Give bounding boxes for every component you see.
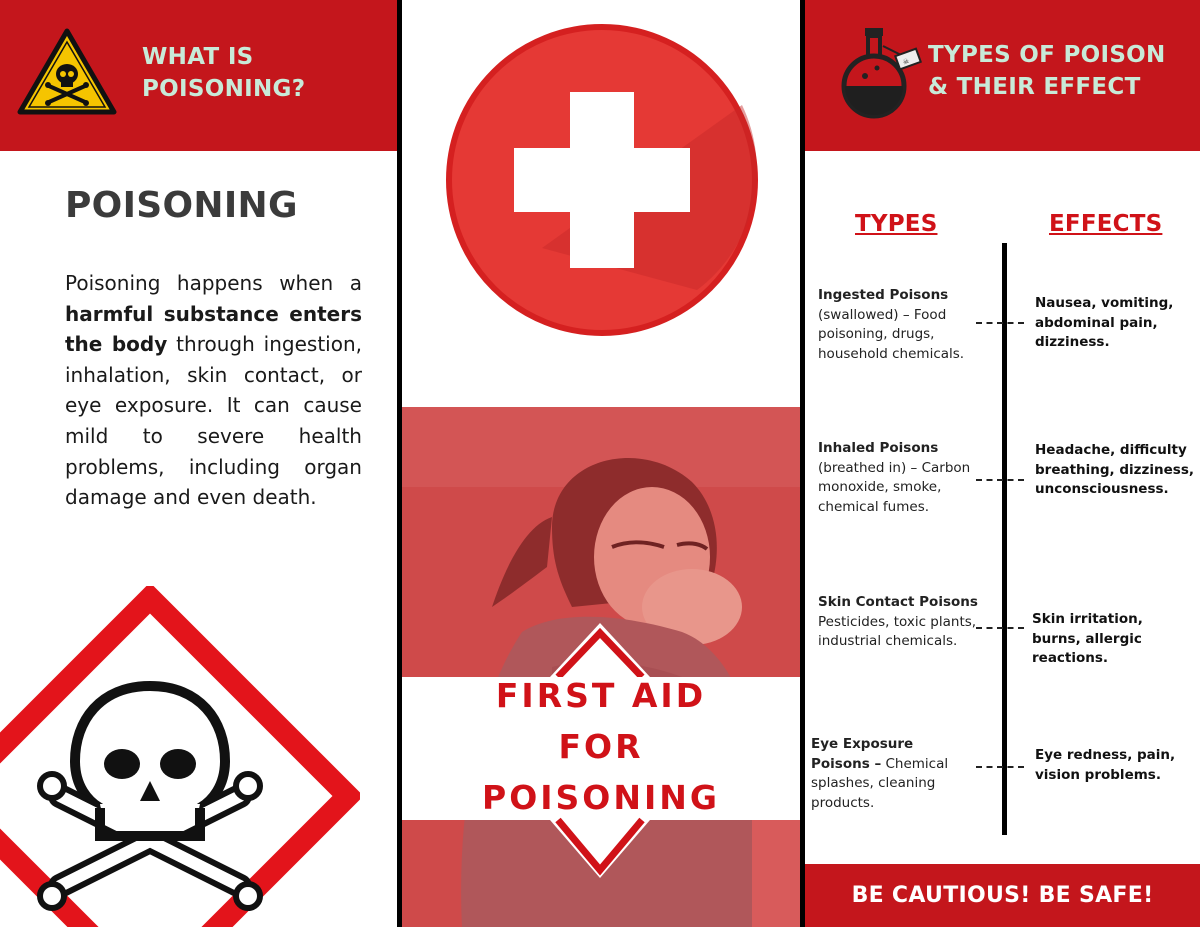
type-item-eye-exposure xyxy=(811,735,971,813)
warning-skull-icon xyxy=(17,28,117,116)
effect-item-inhaled: Headache, difficulty breathing, dizziness, unconsciousness. xyxy=(1035,442,1194,497)
connector-dash xyxy=(976,322,1024,324)
timeline-divider xyxy=(1002,243,1007,835)
hazard-skull-diamond-icon xyxy=(0,586,360,927)
effect-item-eye-exposure: Eye redness, pain, vision problems. xyxy=(1035,747,1176,783)
effects-column-header: EFFECTS xyxy=(1049,211,1163,237)
type-desc: Chemical splashes, cleaning products. xyxy=(811,755,949,811)
types-column-header: TYPES xyxy=(855,211,938,237)
type-name: Eye Exposure Poisons – xyxy=(811,736,914,772)
connector-dash xyxy=(976,627,1024,629)
type-item-skin-contact xyxy=(818,593,988,652)
band-title-line2: & THEIR EFFECT xyxy=(928,74,1141,100)
red-cross-icon xyxy=(442,20,762,340)
definition-part2: through ingestion, inhalation, skin contact, or eye exposure. It can cause mild to severe health problems, including organ damage and even death. xyxy=(65,332,362,510)
band-title-line1: TYPES OF POISON xyxy=(928,42,1166,68)
type-name: Skin Contact Poisons xyxy=(818,594,978,610)
connector-dash xyxy=(976,766,1024,768)
page-title: POISONING xyxy=(65,185,298,226)
band-title xyxy=(142,41,305,105)
poison-flask-icon xyxy=(835,24,925,120)
connector-dash xyxy=(976,479,1024,481)
type-desc: (breathed in) – Carbon monoxide, smoke, chemical fumes. xyxy=(818,459,971,515)
svg-text:☠: ☠ xyxy=(901,57,911,67)
effect-item-ingested: Nausea, vomiting, abdominal pain, dizziness. xyxy=(1035,295,1174,350)
type-desc: Pesticides, toxic plants, industrial chemicals. xyxy=(818,613,977,649)
panel-types-of-poison xyxy=(805,0,1200,927)
type-name: Inhaled Poisons xyxy=(818,440,939,456)
type-desc: (swallowed) – Food poisoning, drugs, household chemicals. xyxy=(818,306,965,362)
definition-bold: harmful substance enters the body xyxy=(65,301,362,357)
type-name: Ingested Poisons xyxy=(818,287,949,303)
band-title xyxy=(928,39,1166,103)
band-title-line1: WHAT IS xyxy=(142,44,254,70)
definition-part1: Poisoning happens when a xyxy=(65,271,362,295)
definition-paragraph xyxy=(65,268,362,513)
effect-item-skin-contact: Skin irritation, burns, allergic reactions. xyxy=(1032,611,1143,666)
footer-slogan: BE CAUTIOUS! BE SAFE! xyxy=(851,883,1154,908)
panel-what-is-poisoning xyxy=(0,0,397,927)
panel-first-aid xyxy=(402,0,800,927)
first-aid-title-line2: FOR xyxy=(558,727,644,766)
type-item-ingested xyxy=(818,286,988,364)
band-title-line2: POISONING? xyxy=(142,76,306,102)
type-item-inhaled xyxy=(818,439,988,517)
first-aid-title-line3: POISONING xyxy=(482,778,720,817)
first-aid-title-line1: FIRST AID xyxy=(495,676,707,715)
